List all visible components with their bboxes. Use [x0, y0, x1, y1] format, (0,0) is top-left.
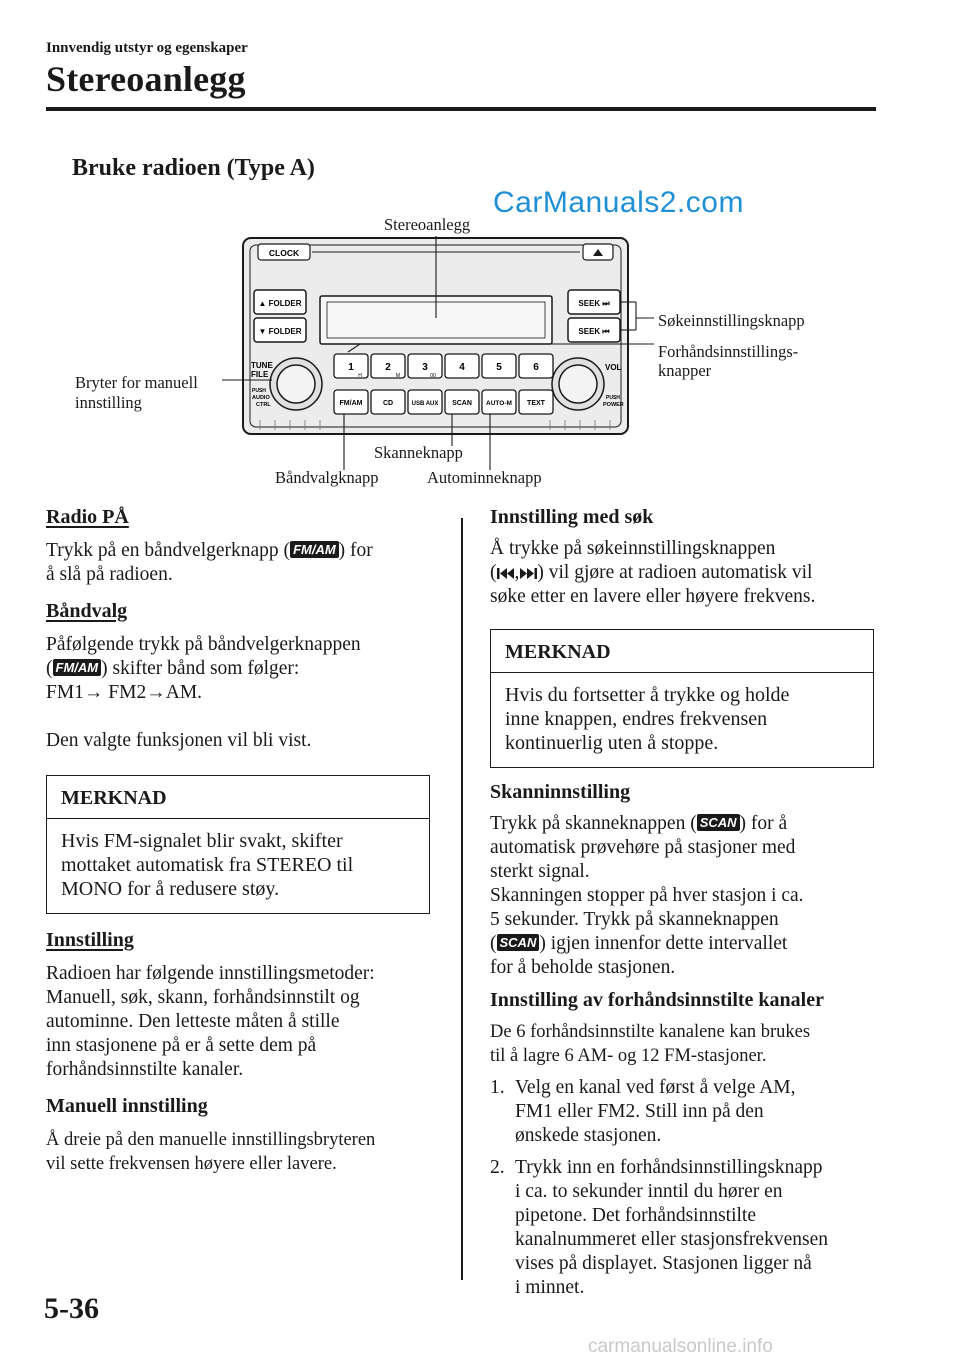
callout-automemory: Autominneknapp [427, 468, 542, 487]
note-box-hold [490, 629, 874, 768]
seek-paragraph [490, 537, 880, 609]
callout-stereo: Stereoanlegg [384, 215, 471, 234]
callout-seek: Søkeinnstillingsknapp [658, 311, 805, 330]
note-body [47, 819, 429, 913]
band-text: ( [46, 658, 53, 679]
callout-preset-line1: Forhåndsinnstillings- [658, 342, 799, 361]
scan-line: Trykk på skanneknappen ( [490, 813, 697, 834]
seek-heading: Innstilling med søk [490, 506, 654, 528]
note-heading: MERKNAD [491, 630, 873, 673]
section-subtitle: Bruke radioen (Type A) [72, 155, 315, 181]
ctrl-label: CTRL [256, 402, 271, 408]
radio-on-text: ) for [338, 540, 373, 561]
seek-line: ) vil gjøre at radioen automatisk vil [537, 562, 813, 583]
folder-up-button: ▲ FOLDER [258, 299, 302, 308]
note-line: MONO for å redusere støy. [61, 878, 280, 900]
scan-line: ) for å [739, 813, 788, 834]
scan-line: ) igjen innenfor dette intervallet [539, 933, 788, 954]
fmam-button: FM/AM [339, 400, 363, 407]
step-line: kanalnummeret eller stasjonsfrekvensen [515, 1229, 828, 1250]
fmam-key-icon: FM/AM [290, 541, 339, 558]
preset-line: De 6 forhåndsinnstilte kanalene kan brukes [490, 1022, 811, 1042]
audio-label: AUDIO [252, 395, 270, 401]
column-divider [461, 518, 463, 1280]
preset-6-button: 6 [533, 362, 539, 373]
page-number: 5-36 [44, 1292, 99, 1325]
scan-line: Skanningen stopper på hver stasjon i ca. [490, 885, 804, 906]
seek-back-icon [497, 567, 515, 580]
scan-line: ( [490, 933, 497, 954]
band-heading: Båndvalg [46, 600, 128, 622]
scan-line: for å beholde stasjonen. [490, 957, 676, 978]
radio-on-text: å slå på radioen. [46, 564, 173, 585]
auto-m-button: AUTO-M [486, 400, 512, 407]
scan-key-icon: SCAN [497, 934, 540, 951]
radio-on-heading: Radio PÅ [46, 506, 129, 528]
tuning-line: Manuell, søk, skann, forhåndsinnstilt og [46, 987, 360, 1008]
preset-1-button: 1 [348, 362, 354, 373]
tuning-paragraph [46, 962, 438, 1082]
step-line: ønskede stasjonen. [515, 1125, 662, 1146]
power-push-label: PUSH [606, 395, 620, 401]
power-label: POWER [603, 402, 624, 408]
cd-button: CD [382, 400, 394, 407]
scan-button: SCAN [452, 400, 472, 407]
watermark-link[interactable]: CarManuals2.com [493, 186, 744, 219]
preset-sub-m: M [395, 373, 401, 379]
seek-line: , [514, 562, 520, 583]
folder-down-button: ▼ FOLDER [258, 327, 302, 336]
step-line: i ca. to sekunder inntil du hører en [515, 1181, 783, 1202]
section-label: Innvendig utstyr og egenskaper [46, 40, 248, 56]
seek-line: ( [490, 562, 497, 583]
note-line: kontinuerlig uten å stoppe. [505, 732, 719, 754]
step-line: i minnet. [515, 1277, 585, 1298]
seek-back-button: SEEK ⏮ [578, 327, 610, 336]
note-body [491, 673, 873, 767]
band-shown-text: Den valgte funksjonen vil bli vist. [46, 730, 312, 751]
callout-manual-line2: innstilling [75, 393, 142, 412]
manual-heading: Manuell innstilling [46, 1095, 208, 1117]
tuning-line: autominne. Den letteste måten å stille [46, 1011, 340, 1032]
seek-line: søke etter en lavere eller høyere frekvens. [490, 586, 816, 607]
scan-heading: Skanninnstilling [490, 781, 631, 803]
note-line: mottaket automatisk fra STEREO til [61, 854, 354, 876]
list-item [490, 1156, 880, 1300]
step-line: Velg en kanal ved først å velge AM, [515, 1077, 796, 1098]
tuning-line: forhåndsinnstilte kanaler. [46, 1059, 244, 1080]
preset-heading: Innstilling av forhåndsinnstilte kanaler [490, 989, 824, 1011]
fmam-key-icon: FM/AM [53, 659, 102, 676]
step-line: pipetone. Det forhåndsinnstilte [515, 1205, 756, 1226]
seek-line: Å trykke på søkeinnstillingsknappen [490, 538, 776, 559]
note-line: Hvis FM-signalet blir svakt, skifter [61, 830, 343, 852]
footer-watermark-link[interactable]: carmanualsonline.info [588, 1336, 773, 1357]
callout-band: Båndvalgknapp [275, 468, 379, 487]
note-line: inne knappen, endres frekvensen [505, 708, 768, 730]
radio-faceplate-figure [0, 0, 960, 500]
tuning-line: inn stasjonene på er å sette dem på [46, 1035, 317, 1056]
step-line: FM1 eller FM2. Still inn på den [515, 1101, 764, 1122]
band-text: Påfølgende trykk på båndvelgerknappen [46, 634, 361, 655]
band-sequence: FM1→ FM2→AM. [46, 682, 203, 703]
tune-label: TUNE [251, 361, 273, 370]
preset-sub-h: H [358, 373, 362, 379]
right-column [490, 505, 880, 1300]
text-button: TEXT [527, 400, 545, 407]
band-paragraph [46, 633, 438, 705]
page-title: Stereoanlegg [46, 59, 246, 99]
manual-line: vil sette frekvensen høyere eller lavere. [46, 1154, 337, 1174]
radio-on-paragraph [46, 539, 438, 587]
scan-paragraph [490, 812, 880, 980]
usb-aux-button: USB AUX [411, 401, 439, 407]
tuning-line: Radioen har følgende innstillingsmetoder: [46, 963, 375, 984]
scan-line: 5 sekunder. Trykk på skanneknappen [490, 909, 779, 930]
note-heading: MERKNAD [47, 776, 429, 819]
band-text: ) skifter bånd som følger: [101, 658, 300, 679]
file-label: FILE [251, 370, 269, 379]
preset-4-button: 4 [459, 362, 465, 373]
step-line: vises på displayet. Stasjonen ligger nå [515, 1253, 812, 1274]
preset-paragraph [490, 1020, 880, 1068]
scan-key-icon: SCAN [697, 814, 740, 831]
preset-steps [490, 1076, 880, 1300]
manual-paragraph [46, 1128, 438, 1176]
step-line: Trykk inn en forhåndsinnstillingsknapp [515, 1157, 823, 1178]
scan-line: sterkt signal. [490, 861, 590, 882]
scan-line: automatisk prøvehøre på stasjoner med [490, 837, 796, 858]
seek-forward-button: SEEK ⏭ [578, 299, 610, 308]
callout-scan: Skanneknapp [374, 443, 463, 462]
radio-on-text: Trykk på en båndvelgerknapp ( [46, 540, 291, 561]
clock-button: CLOCK [268, 248, 300, 258]
preset-3-button: 3 [422, 362, 428, 373]
push-label: PUSH [252, 388, 266, 394]
preset-5-button: 5 [496, 362, 502, 373]
note-line: Hvis du fortsetter å trykke og holde [505, 684, 790, 706]
preset-line: til å lagre 6 AM- og 12 FM-stasjoner. [490, 1046, 767, 1066]
preset-sub-00: 00 [430, 373, 436, 379]
manual-line: Å dreie på den manuelle innstillingsbryteren [46, 1130, 376, 1150]
step-number: 2. [490, 1157, 505, 1178]
callout-preset-line2: knapper [658, 361, 712, 380]
step-number: 1. [490, 1077, 505, 1098]
vol-label: VOL [605, 363, 622, 372]
note-box-fm-signal [46, 775, 430, 914]
callout-manual-line1: Bryter for manuell [75, 373, 198, 392]
seek-forward-icon [519, 567, 537, 580]
list-item [490, 1076, 880, 1148]
left-column [46, 505, 438, 1176]
preset-2-button: 2 [385, 362, 391, 373]
tuning-heading: Innstilling [46, 929, 134, 951]
